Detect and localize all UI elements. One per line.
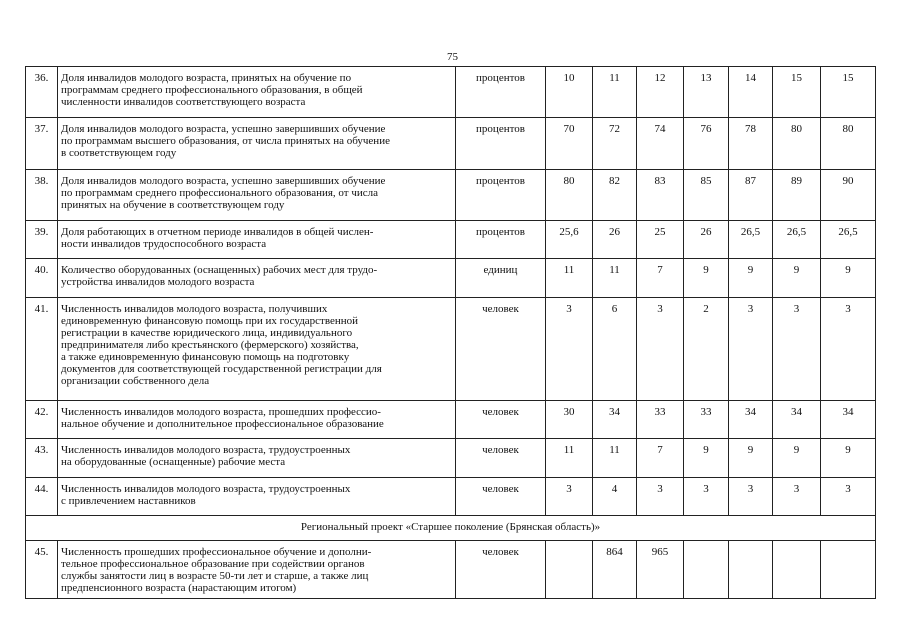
indicator-name-line: с привлечением наставников [61,495,196,507]
indicator-name [58,221,456,259]
row-number: 38. [26,170,58,221]
indicator-name-line: Численность прошедших профессиональное обучение и дополни- [61,546,372,558]
value-cell: 76 [684,118,729,170]
value-cell: 11 [546,259,593,298]
value-cell: 9 [773,259,821,298]
indicator-name-line: Доля инвалидов молодого возраста, успешно завершивших обучение [61,123,386,135]
value-cell: 26 [593,221,637,259]
table-row [26,259,876,298]
unit-cell: процентов [456,221,546,259]
indicator-name-line: Численность инвалидов молодого возраста, получивших [61,303,328,315]
value-cell: 25 [637,221,684,259]
row-number: 44. [26,478,58,516]
value-cell [729,541,773,599]
value-cell: 9 [729,439,773,478]
value-cell: 34 [773,401,821,439]
value-cell: 33 [637,401,684,439]
indicator-name-line: нальное обучение и дополнительное профессиональное образование [61,418,384,430]
unit-cell: процентов [456,170,546,221]
indicators-table [25,66,876,599]
value-cell: 11 [593,67,637,118]
indicator-name [58,67,456,118]
value-cell: 80 [821,118,876,170]
value-cell: 3 [773,298,821,401]
indicator-name [58,439,456,478]
indicator-name-line: тельное профессиональное образование при содействии органов [61,558,365,570]
value-cell: 11 [593,439,637,478]
value-cell: 4 [593,478,637,516]
table-row [26,541,876,599]
indicator-name [58,401,456,439]
unit-cell: человек [456,401,546,439]
value-cell: 80 [546,170,593,221]
value-cell: 34 [729,401,773,439]
indicator-name-line: регистрации в качестве юридического лица, индивидуального [61,327,353,339]
value-cell: 26,5 [729,221,773,259]
unit-cell: единиц [456,259,546,298]
table-row [26,478,876,516]
value-cell: 11 [593,259,637,298]
value-cell: 72 [593,118,637,170]
row-number: 45. [26,541,58,599]
value-cell [821,541,876,599]
value-cell: 90 [821,170,876,221]
value-cell [684,541,729,599]
value-cell: 87 [729,170,773,221]
indicator-name-line: устройства инвалидов молодого возраста [61,276,255,288]
indicator-name [58,259,456,298]
value-cell: 3 [821,478,876,516]
value-cell: 34 [821,401,876,439]
value-cell: 82 [593,170,637,221]
table-row [26,221,876,259]
value-cell: 70 [546,118,593,170]
indicator-name-line: численности инвалидов соответствующего возраста [61,96,306,108]
table-row [26,439,876,478]
indicator-name-line: предпринимателя либо крестьянского (фермерского) хозяйства, [61,339,359,351]
value-cell: 12 [637,67,684,118]
indicator-name [58,478,456,516]
value-cell: 80 [773,118,821,170]
row-number: 40. [26,259,58,298]
value-cell: 34 [593,401,637,439]
value-cell: 15 [773,67,821,118]
table-row [26,298,876,401]
indicator-name-line: Численность инвалидов молодого возраста, трудоустроенных [61,444,351,456]
value-cell: 3 [637,478,684,516]
value-cell [546,541,593,599]
value-cell: 3 [821,298,876,401]
value-cell: 9 [773,439,821,478]
value-cell: 78 [729,118,773,170]
unit-cell: человек [456,478,546,516]
value-cell: 9 [684,259,729,298]
value-cell: 10 [546,67,593,118]
value-cell: 26 [684,221,729,259]
row-number: 37. [26,118,58,170]
section-row [26,516,876,541]
unit-cell: человек [456,541,546,599]
indicator-name-line: документов для соответствующей государственной регистрации для [61,363,382,375]
unit-cell: человек [456,439,546,478]
value-cell: 3 [546,298,593,401]
row-number: 39. [26,221,58,259]
unit-cell: процентов [456,118,546,170]
value-cell: 25,6 [546,221,593,259]
indicator-name-line: Доля инвалидов молодого возраста, успешно завершивших обучение [61,175,386,187]
indicator-name-line: по программам среднего профессионального образования, от числа [61,187,379,199]
indicator-name [58,118,456,170]
indicator-name-line: предпенсионного возраста (нарастающим итогом) [61,582,297,594]
indicator-name-line: Численность инвалидов молодого возраста, трудоустроенных [61,483,351,495]
indicator-name-line: Численность инвалидов молодого возраста, прошедших профессио- [61,406,381,418]
indicator-name-line: на оборудованные (оснащенные) рабочие места [61,456,286,468]
value-cell: 3 [729,478,773,516]
indicator-name [58,298,456,401]
indicator-name-line: единовременную финансовую помощь при их государственной [61,315,359,327]
value-cell: 14 [729,67,773,118]
indicator-name-line: Количество оборудованных (оснащенных) рабочих мест для трудо- [61,264,378,276]
row-number: 43. [26,439,58,478]
value-cell: 965 [637,541,684,599]
table-row [26,401,876,439]
value-cell: 3 [773,478,821,516]
indicator-name-line: организации собственного дела [61,375,210,387]
page-number: 75 [447,51,458,63]
value-cell: 13 [684,67,729,118]
value-cell: 26,5 [821,221,876,259]
row-number: 41. [26,298,58,401]
value-cell: 2 [684,298,729,401]
value-cell: 30 [546,401,593,439]
value-cell: 83 [637,170,684,221]
value-cell: 33 [684,401,729,439]
value-cell: 85 [684,170,729,221]
value-cell: 74 [637,118,684,170]
row-number: 42. [26,401,58,439]
indicator-name-line: по программам высшего образования, от числа принятых на обучение [61,135,390,147]
value-cell: 15 [821,67,876,118]
indicator-name-line: а также единовременную финансовую помощь на подготовку [61,351,350,363]
value-cell: 9 [821,439,876,478]
table-row [26,67,876,118]
value-cell: 89 [773,170,821,221]
section-title: Региональный проект «Старшее поколение (Брянская область)» [26,516,876,541]
value-cell: 26,5 [773,221,821,259]
value-cell: 11 [546,439,593,478]
table-row [26,170,876,221]
indicator-name-line: Доля инвалидов молодого возраста, принятых на обучение по [61,72,352,84]
indicator-name-line: в соответствующем году [61,147,177,159]
value-cell: 3 [637,298,684,401]
value-cell: 3 [729,298,773,401]
unit-cell: человек [456,298,546,401]
unit-cell: процентов [456,67,546,118]
table-row [26,118,876,170]
indicator-name [58,170,456,221]
value-cell: 3 [684,478,729,516]
value-cell: 3 [546,478,593,516]
indicator-name-line: Доля работающих в отчетном периоде инвалидов в общей числен- [61,226,374,238]
indicator-name-line: ности инвалидов трудоспособного возраста [61,238,267,250]
value-cell: 9 [821,259,876,298]
value-cell: 9 [684,439,729,478]
value-cell [773,541,821,599]
value-cell: 7 [637,259,684,298]
value-cell: 864 [593,541,637,599]
row-number: 36. [26,67,58,118]
indicator-name-line: службы занятости лиц в возрасте 50-ти лет и старше, а также лиц [61,570,369,582]
value-cell: 9 [729,259,773,298]
indicator-name [58,541,456,599]
value-cell: 6 [593,298,637,401]
indicator-name-line: программам среднего профессионального образования, в общей [61,84,363,96]
value-cell: 7 [637,439,684,478]
indicator-name-line: принятых на обучение в соответствующем году [61,199,285,211]
